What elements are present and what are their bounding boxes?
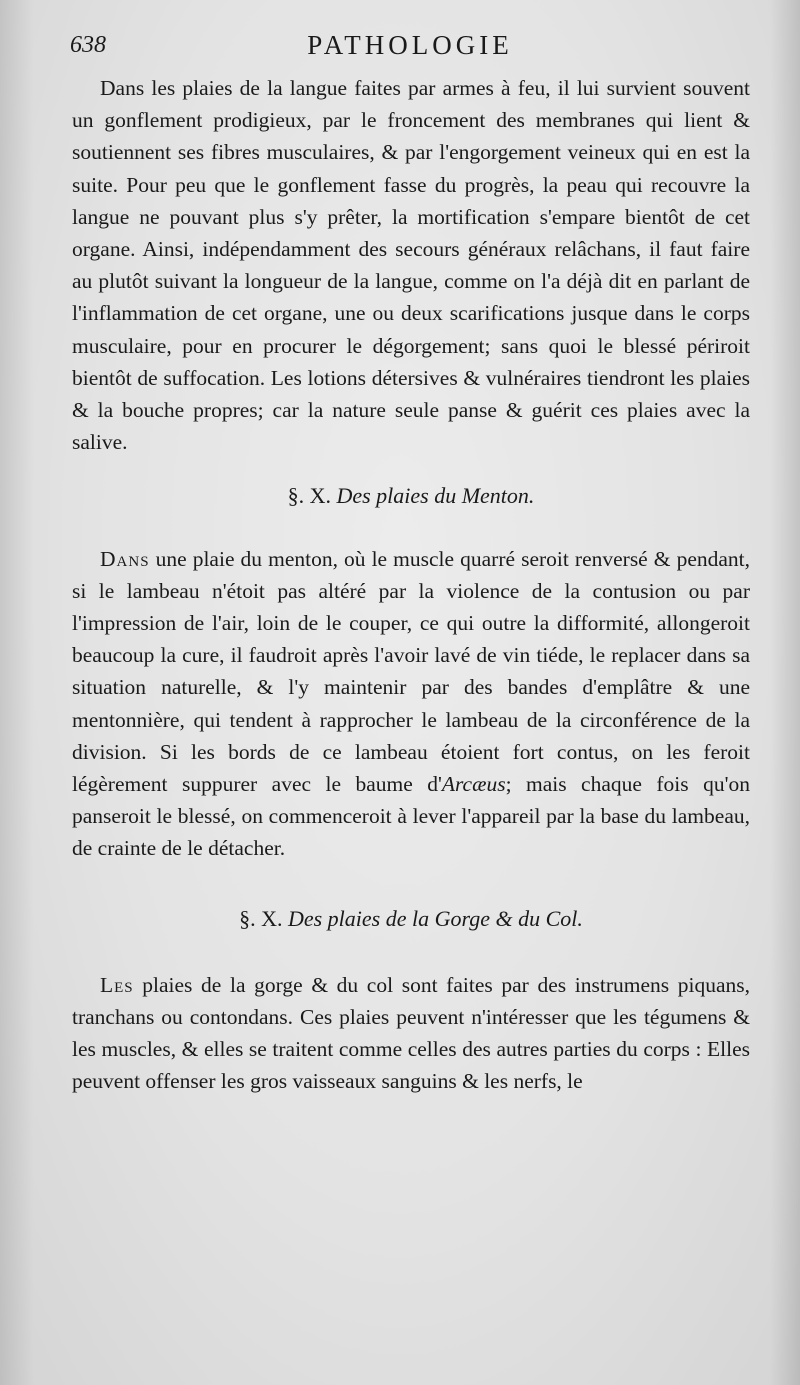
section-title: Des plaies du Menton.	[336, 483, 535, 509]
page-number: 638	[70, 32, 106, 58]
paragraph-tongue-wounds: Dans les plaies de la langue faites par armes à feu, il lui survient souvent un gonflement prodigieux, par le froncement des membranes qui lient & soutiennent ses fibres musculaires, & par l'engorgement veineux qui en est la suite. Pour peu que le gonflement fasse du progrès, la peau qui recouvre la langue ne pouvant plus s'y prêter, la mortification s'empare bientôt de cet organe. Ainsi, indépendamment des secours généraux relâchans, il faut faire au plutôt suivant la longueur de la langue, comme on l'a déjà dit en parlant de l'inflammation de cet organe, une ou deux scarifications jusque dans le corps musculaire, pour en procurer le dégorgement; sans quoi le blessé périroit bientôt de suffocation. Les lotions détersives & vulnéraires tiendront les plaies & la bouche propres; car la nature seule panse & guérit ces plaies avec la salive.	[72, 76, 750, 455]
paragraph-chin-wounds	[72, 543, 750, 865]
section-number: §. X.	[287, 483, 331, 509]
paragraph-text-end: ; mais chaque fois qu'on panseroit le blessé, on commenceroit à lever l'appareil par la base du lambeau, de crainte de le détacher.	[72, 772, 750, 861]
section-heading-throat	[72, 903, 750, 935]
dropcap-word: Les	[100, 972, 134, 997]
dropcap-word: Dans	[100, 546, 150, 571]
paragraph-text: une plaie du menton, où le muscle quarré seroit renversé & pendant, si le lambeau n'étoit pas altéré par la violence de la contusion ou par l'impression de l'air, loin de le couper, ce qui outre la difformité, allongeroit beaucoup la cure, il faudroit après l'avoir lavé de vin tiéde, le replacer dans sa situation naturelle, & l'y maintenir par des bandes d'emplâtre & une mentonnière, qui tendent à rapprocher le lambeau de la circonférence de la division. Si les bords de ce lambeau étoient fort contus, on les feroit légèrement suppurer avec le baume d'	[72, 546, 750, 797]
page-header	[70, 30, 750, 66]
italic-term: Arcæus	[441, 772, 506, 797]
paragraph-text: plaies de la gorge & du col sont faites par des instrumens piquans, tranchans ou contondans. Ces plaies peuvent n'intéresser que les tégumens & les muscles, & elles se traitent comme celles des autres parties du corps : Elles peuvent offenser les gros vaisseaux sanguins & les nerfs, le	[72, 972, 750, 1094]
edge-shadow	[770, 0, 800, 1385]
section-title: Des plaies de la Gorge & du Col.	[287, 905, 583, 931]
paragraph-throat-wounds	[72, 969, 750, 1098]
body-text	[72, 72, 750, 1098]
section-number: §. X.	[239, 905, 283, 931]
running-head: PATHOLOGIE	[307, 30, 513, 60]
section-heading-chin	[72, 480, 750, 512]
gutter-shadow	[0, 0, 34, 1385]
